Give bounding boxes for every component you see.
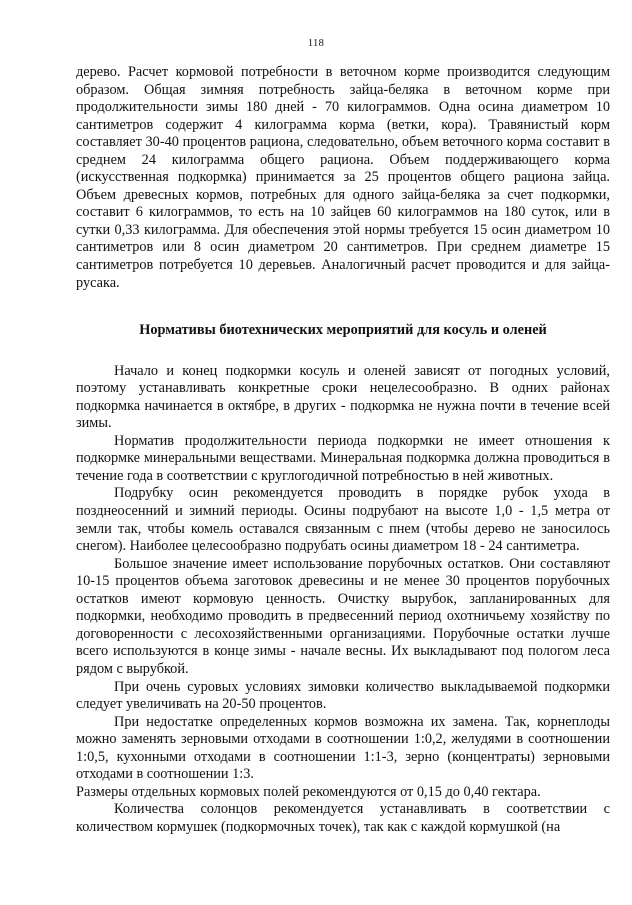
page-content (76, 64, 610, 836)
section-heading: Нормативы биотехнических мероприятий для косуль и оленей (139, 322, 547, 339)
paragraph-continuation: дерево. Расчет кормовой потребности в веточном корме производится следующим образом. Общая зимняя потребность зайца-беляка в веточном корме при продолжительности зимы 180 дней - 70 килограммов. Одна осина диаметром 10 сантиметров содержит 4 килограмма корма (ветки, кора). Травянистый корм составляет 30-40 процентов рациона, следовательно, объем веточного корма составит в среднем 24 килограмма общего рациона. Объем поддерживающего корма (искусственная подкормка) принимается за 25 процентов общего рациона зайца. Объем древесных кормов, потребных для одного зайца-беляка за счет подкормки, составит 6 килограммов, то есть на 10 зайцев 60 килограммов на 180 суток, или в сутки 0,33 килограмма. Для обеспечения этой нормы требуется 15 осин диаметром 10 сантиметров или 8 осин диаметром 20 сантиметров. При среднем диаметре 15 сантиметров потребуется 10 деревьев. Аналогичный расчет проводится и для зайца-русака. (76, 64, 610, 291)
paragraph: При очень суровых условиях зимовки количество выкладываемой подкормки следует увеличивать на 20-50 процентов. (76, 678, 610, 713)
paragraph-last: Количества солонцов рекомендуется устанавливать в соответствии с количеством кормушек (подкормочных точек), так как с каждой кормушкой (на (76, 801, 610, 835)
paragraph: При недостатке определенных кормов возможна их замена. Так, корнеплоды можно заменять зерновыми отходами в соотношении 1:0,2, желудями в соотношении 1:0,5, кухонными отходами в соотношении 1:1-3, зерно (концентраты) зерновыми отходами в соотношении 1:3. (76, 713, 610, 783)
page-number: 118 (307, 38, 325, 49)
paragraph: Норматив продолжительности периода подкормки не имеет отношения к подкормке минеральными веществами. Минеральная подкормка должна проводиться в течение года в соответствии с круглогодичной потребностью в ней животных. (76, 432, 610, 484)
paragraph: Подрубку осин рекомендуется проводить в порядке рубок ухода в позднеосенний и зимний периоды. Осины подрубают на высоте 1,0 - 1,5 метра от земли так, чтобы комель оставался связанным с пнем (чтобы дерево не заносилось снегом). Наиболее целесообразно подрубать осины диаметром 18 - 24 сантиметра. (76, 485, 610, 555)
paragraph: Начало и конец подкормки косуль и оленей зависят от погодных условий, поэтому устанавливать конкретные сроки нецелесообразно. В одних районах подкормка начинается в октябре, в других - подкормка не нужна почти в течение всей зимы. (76, 362, 610, 432)
paragraph-noindent: Размеры отдельных кормовых полей рекомендуются от 0,15 до 0,40 гектара. (76, 783, 541, 800)
paragraph: Большое значение имеет использование порубочных остатков. Они составляют 10-15 процентов объема заготовок древесины и не менее 30 процентов порубочных остатков имеют кормовую ценность. Очистку вырубок, запланированных для подкормки, необходимо проводить в предвесенний период охотничьему хозяйству по договоренности с лесохозяйственными организациями. Порубочные остатки лучше всего используются в конце зимы - начале весны. Их выкладывают под пологом леса рядом с вырубкой. (76, 555, 610, 677)
